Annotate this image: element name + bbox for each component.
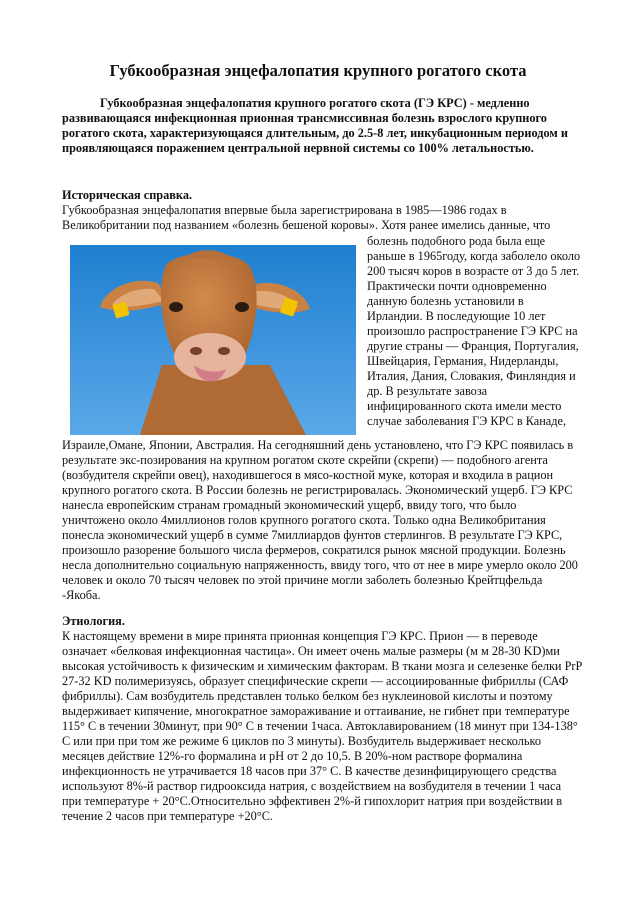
etiology-heading: Этиология. (62, 614, 125, 628)
history-heading: Историческая справка. (62, 188, 193, 202)
abstract-paragraph: Губкообразная энцефалопатия крупного рогатого скота (ГЭ КРС) - медленно развивающаяся инфекционная прионная трансмиссивная болезнь взрослого крупного рогатого скота, характеризующаяся длительным, до 2.5-8 лет, инкубационным периодом и проявляющаяся поражением центральной нервной системы со 100% летальностью. (62, 96, 568, 155)
cow-photo (70, 245, 356, 435)
history-intro: Губкообразная энцефалопатия впервые была зарегистрирована в 1985—1986 годах в Великобритании под названием «болезнь бешеной коровы». Хотя ранее имелись данные, что (62, 203, 551, 232)
history-wrap-text: болезнь подобного рода была еще раньше в 1965году, когда заболело около 200 тысяч коров в возрасте от 3 до 5 лет. Практически почти одновременно данную болезнь установили в Ирландии. В последующие 10 лет произошло распространение ГЭ КРС на другие страны — Франция, Португалия, Швейцария, Германия, Нидерланды, Италия, Дания, Словакия, Финляндия и др. В результате завоза инфицированного скота имели место случае заболевания ГЭ КРС в Канаде, (367, 234, 581, 428)
etiology-paragraph: К настоящему времени в мире принята прионная концепция ГЭ КРС. Прион — в переводе означает «белковая инфекционная частица». Он имеет очень малые размеры (м м 28-30 KD)ми высокая устойчивость к физическим и химическим факторам. В ткани мозга и селезенке белки PrP 27-32 KD полимеризуясь, образует специфические скрепи — ассоциированные фибриллы (САФ фибриллы). Сам возбудитель представлен только белком без нуклеиновой кислоты и поэтому выдерживает кипячение, многократное замораживание и оттаивание, не гибнет при температуре 115° С в течении 30минут, при 90° С в течении 1часа. Автоклавированием (18 минут при 134-138° С или при при том же режиме 6 циклов по 3 минуты). Возбудитель выдерживает несколько месяцев действие 12%-го формалина и рН от 2 до 10,5. В 20%-ном растворе формалина инфекционность не утрачивается 18 часов при 37° С. В качестве дезинфицирующего средства используют 8%-й раствор гидрооксида натрия, с воздействием на возбудителя в течении 1 часа при температуре + 20°С.Относительно эффективен 2%-й гипохлорит натрия при воздействии в течение 2 часов при температуре +20°С. (62, 629, 582, 823)
history-continuation: Израиле,Омане, Японии, Австралия. На сегодняшний день установлено, что ГЭ КРС появилась в результате экс-позирования на крупном рогатом скоте скрейпи (скрепи) — подобного агента (возбудителя скрейпи овец), находившегося в мясо-костной муке, которая и входила в рацион крупного рогатого скота. В России болезнь не регистрировалась. Экономический ущерб. ГЭ КРС нанесла европейским странам громадный экономический ущерб, ввиду того, что было уничтожено около 4миллионов голов крупного рогатого скота. Только одна Великобритания понесла экономический ущерб в сумме 7миллиардов фунтов стерлингов. В результате ГЭ КРС, произошло разорение большого числа фермеров, сократился рынок мясной продукции. Болезнь несла дополнительно социальную напряженность, ввиду того, что от нее в мире умерло около 200 человек и около 70 тысяч человек по этой причине могли заболеть болезнью Крейтцфельда -Якоба. (62, 438, 578, 602)
document-title: Губкообразная энцефалопатия крупного рогатого скота (109, 61, 527, 80)
